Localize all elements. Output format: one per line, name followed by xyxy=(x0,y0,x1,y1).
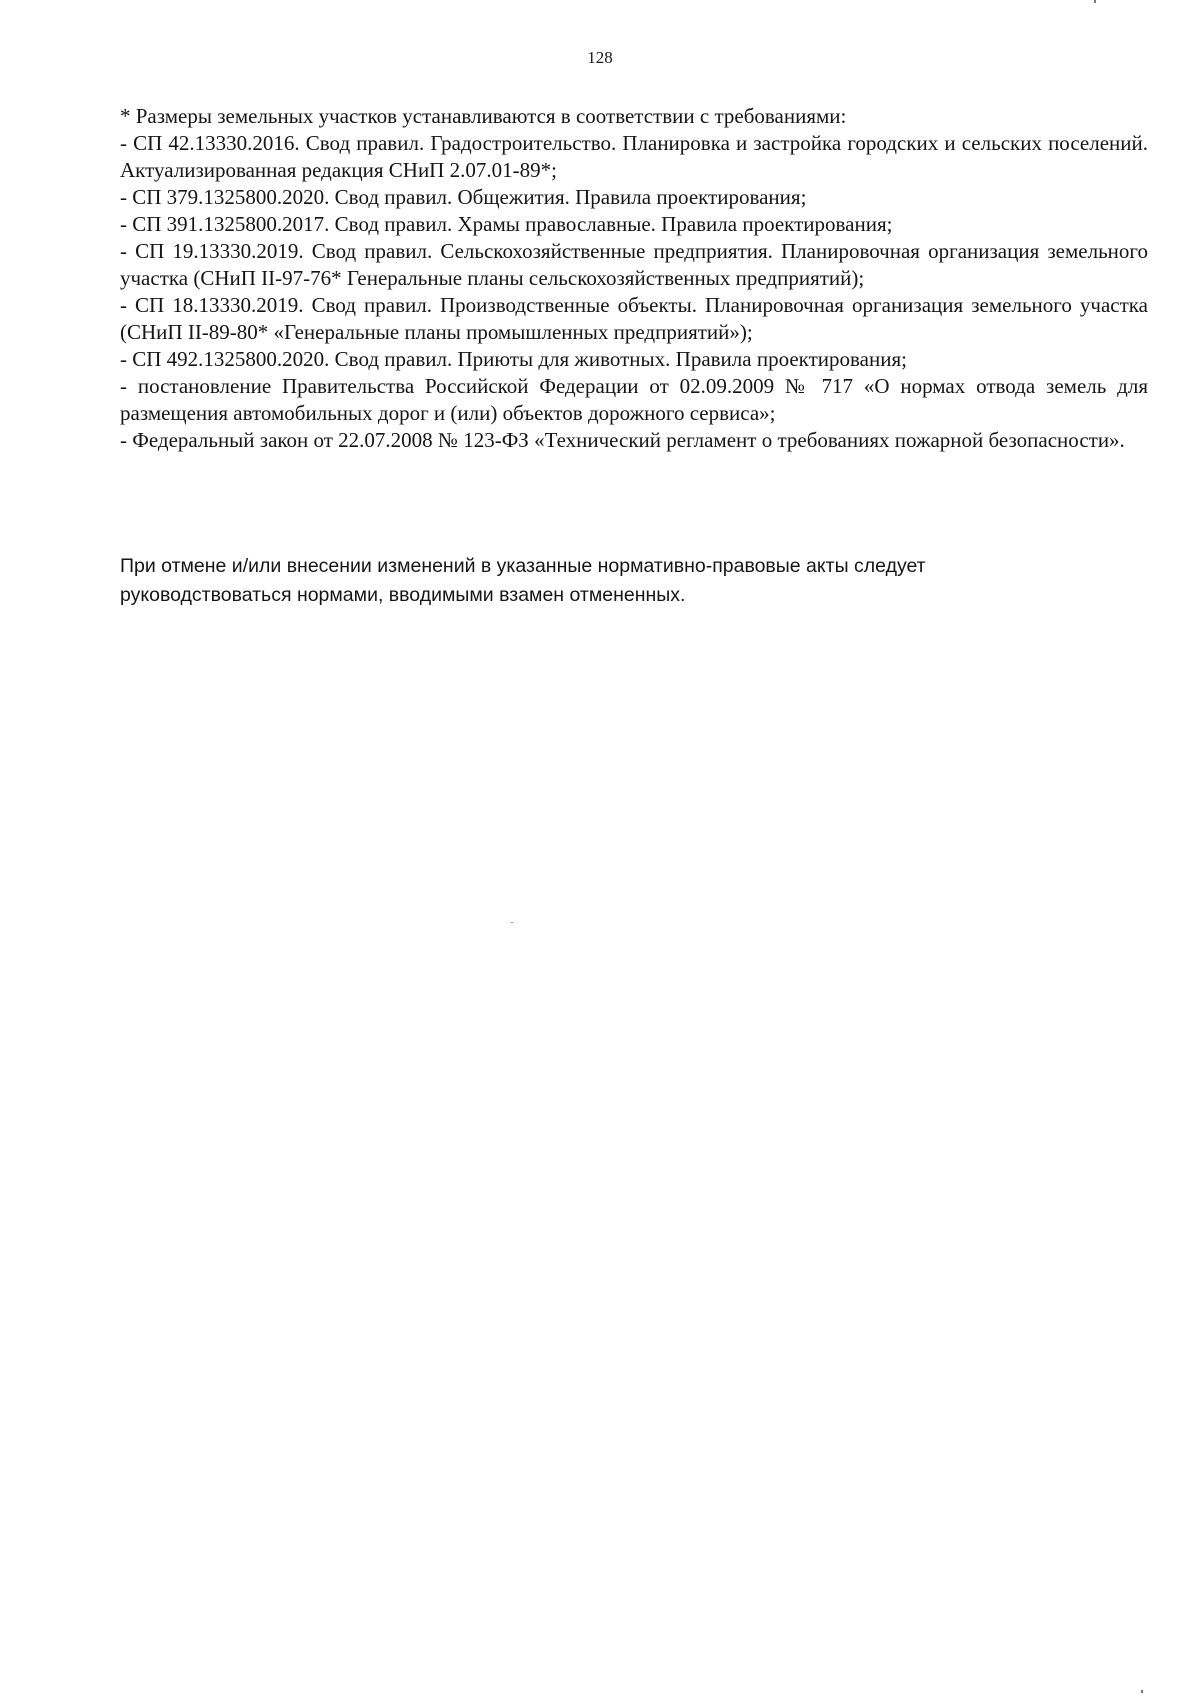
scan-edge-mark xyxy=(1141,1690,1143,1693)
page-number: 128 xyxy=(587,48,613,67)
closing-note: При отмене и/или внесении изменений в указанные нормативно-правовые акты следует руководствоваться нормами, вводимыми взамен отмененных. xyxy=(120,555,926,606)
requirement-item: - постановление Правительства Российской Федерации от 02.09.2009 № 717 «О нормах отвода земель для размещения автомобильных дорог и (или) объектов дорожного сервиса»; xyxy=(120,374,1148,425)
scan-edge-mark xyxy=(1094,0,1096,3)
scan-speck xyxy=(511,922,513,923)
requirement-item: - СП 18.13330.2019. Свод правил. Производственные объекты. Планировочная организация земельного участка (СНиП II-89-80* «Генеральные планы промышленных предприятий»); xyxy=(120,293,1148,344)
requirements-list xyxy=(120,130,1148,454)
requirement-item: - СП 379.1325800.2020. Свод правил. Общежития. Правила проектирования; xyxy=(120,185,807,209)
footnote-block xyxy=(120,103,1148,454)
requirement-item: - СП 391.1325800.2017. Свод правил. Храмы православные. Правила проектирования; xyxy=(120,212,893,236)
requirement-item: - СП 19.13330.2019. Свод правил. Сельскохозяйственные предприятия. Планировочная организация земельного участка (СНиП II-97-76* Генеральные планы сельскохозяйственных предприятий); xyxy=(120,239,1148,290)
requirement-item: - СП 492.1325800.2020. Свод правил. Приюты для животных. Правила проектирования; xyxy=(120,347,907,371)
requirement-item: - Федеральный закон от 22.07.2008 № 123-ФЗ «Технический регламент о требованиях пожарной безопасности». xyxy=(120,428,1125,452)
footnote-intro: * Размеры земельных участков устанавливаются в соответствии с требованиями: xyxy=(120,104,847,128)
requirement-item: - СП 42.13330.2016. Свод правил. Градостроительство. Планировка и застройка городских и сельских поселений. Актуализированная редакция СНиП 2.07.01-89*; xyxy=(120,131,1148,182)
